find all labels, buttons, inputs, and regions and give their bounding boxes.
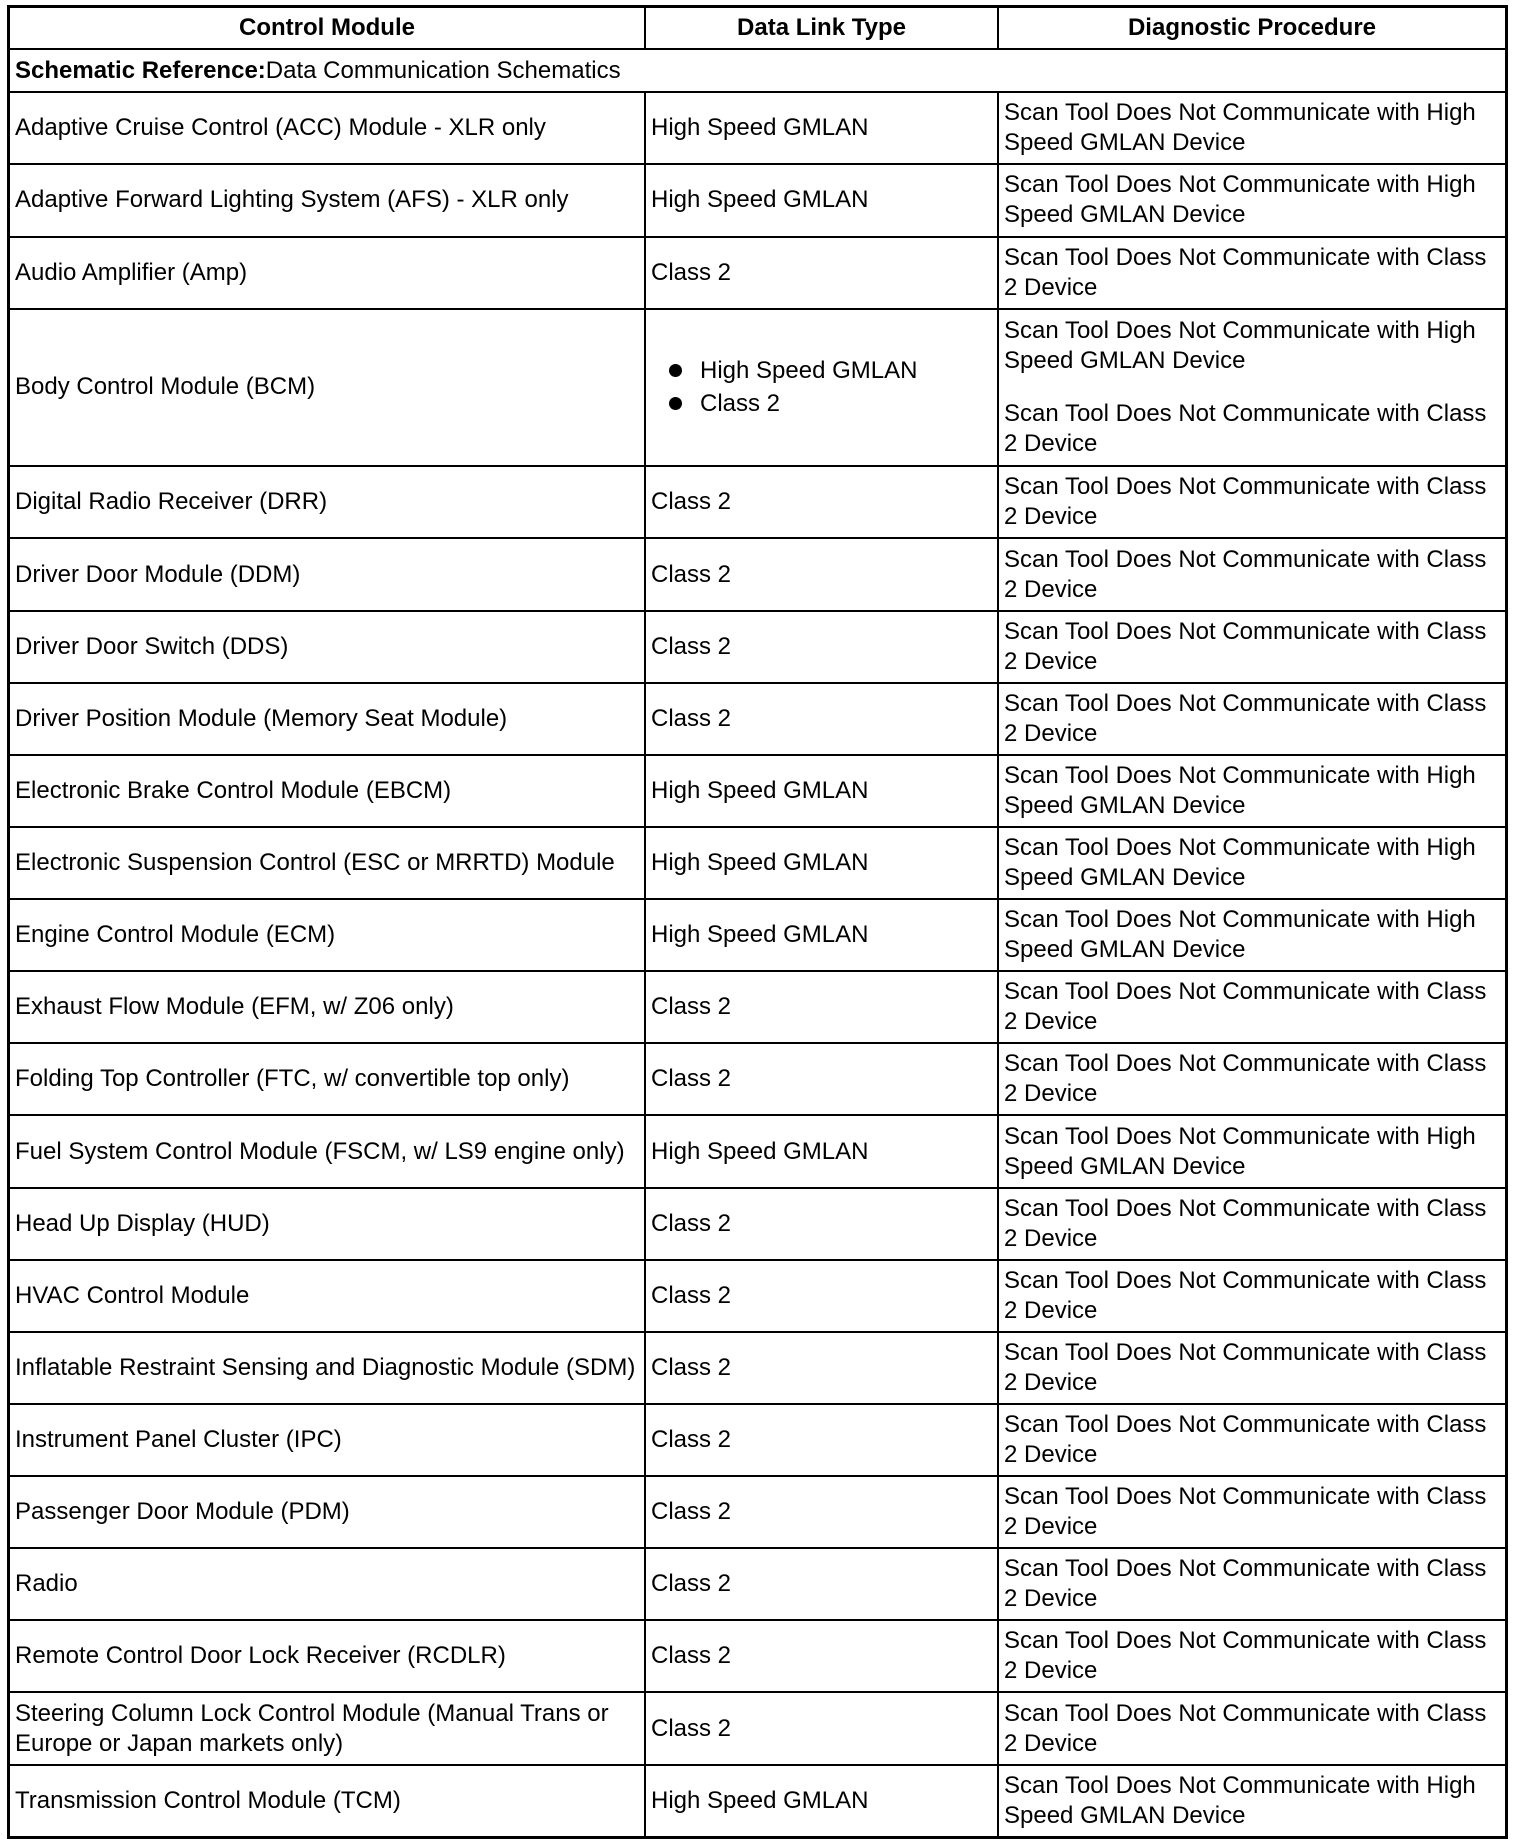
table-row <box>10 755 1505 827</box>
diagnostic-procedure-link[interactable]: Scan Tool Does Not Communicate with High Speed GMLAN Device <box>998 92 1505 164</box>
diagnostic-procedure-link[interactable]: Scan Tool Does Not Communicate with Class 2 Device <box>998 1620 1505 1692</box>
data-link-type-cell: High Speed GMLAN <box>645 899 998 971</box>
diagnostic-procedure-link[interactable]: Scan Tool Does Not Communicate with Class 2 Device <box>998 538 1505 610</box>
diagnostic-procedure-link[interactable]: Scan Tool Does Not Communicate with High Speed GMLAN Device <box>998 1765 1505 1836</box>
schematic-reference-row <box>10 49 1505 92</box>
control-module-cell: Engine Control Module (ECM) <box>10 899 645 971</box>
data-link-reference-table <box>7 5 1508 1839</box>
data-link-type-text: High Speed GMLAN <box>700 357 918 385</box>
schematic-reference-link[interactable]: Data Communication Schematics <box>265 56 621 84</box>
table-row <box>10 466 1505 538</box>
data-link-type-cell: Class 2 <box>645 538 998 610</box>
table-row <box>10 1476 1505 1548</box>
control-module-cell: Remote Control Door Lock Receiver (RCDLR) <box>10 1620 645 1692</box>
diagnostic-procedure-link[interactable]: Scan Tool Does Not Communicate with Class 2 Device <box>998 683 1505 755</box>
table-row <box>10 1260 1505 1332</box>
list-item <box>669 354 992 387</box>
control-module-cell: Body Control Module (BCM) <box>10 309 645 467</box>
table-row <box>10 611 1505 683</box>
data-link-type-cell: High Speed GMLAN <box>645 1765 998 1836</box>
control-module-cell: Audio Amplifier (Amp) <box>10 237 645 309</box>
control-module-cell: Driver Position Module (Memory Seat Module) <box>10 683 645 755</box>
table-row <box>10 683 1505 755</box>
table-row <box>10 1548 1505 1620</box>
control-module-cell: Adaptive Forward Lighting System (AFS) - XLR only <box>10 164 645 236</box>
data-link-type-cell: High Speed GMLAN <box>645 1115 998 1187</box>
table-row <box>10 1188 1505 1260</box>
diagnostic-procedure-link[interactable]: Scan Tool Does Not Communicate with High Speed GMLAN Device <box>998 755 1505 827</box>
diagnostic-procedure-link[interactable]: Scan Tool Does Not Communicate with High Speed GMLAN Device <box>1004 316 1476 374</box>
schematic-reference-label: Schematic Reference: <box>15 56 266 84</box>
data-link-list <box>651 354 992 420</box>
diagnostic-procedure-link[interactable]: Scan Tool Does Not Communicate with Class 2 Device <box>998 1692 1505 1764</box>
diagnostic-procedure-link[interactable]: Scan Tool Does Not Communicate with High Speed GMLAN Device <box>998 1115 1505 1187</box>
control-module-cell: Head Up Display (HUD) <box>10 1188 645 1260</box>
data-link-type-cell: High Speed GMLAN <box>645 164 998 236</box>
diagnostic-procedure-link[interactable]: Scan Tool Does Not Communicate with Class 2 Device <box>998 611 1505 683</box>
control-module-cell: Driver Door Module (DDM) <box>10 538 645 610</box>
diagnostic-procedure-link[interactable]: Scan Tool Does Not Communicate with Class 2 Device <box>998 1476 1505 1548</box>
control-module-cell: Inflatable Restraint Sensing and Diagnostic Module (SDM) <box>10 1332 645 1404</box>
bullet-icon <box>669 364 682 377</box>
table-row <box>10 827 1505 899</box>
diagnostic-procedure-link[interactable]: Scan Tool Does Not Communicate with Class 2 Device <box>998 1332 1505 1404</box>
table-row <box>10 1115 1505 1187</box>
diagnostic-procedure-link[interactable]: Scan Tool Does Not Communicate with Class 2 Device <box>998 1548 1505 1620</box>
diagnostic-procedure-link[interactable]: Scan Tool Does Not Communicate with High Speed GMLAN Device <box>998 899 1505 971</box>
control-module-cell: HVAC Control Module <box>10 1260 645 1332</box>
header-data-link-type: Data Link Type <box>645 8 998 49</box>
diagnostic-procedure-link[interactable]: Scan Tool Does Not Communicate with Class 2 Device <box>998 1043 1505 1115</box>
data-link-type-cell: Class 2 <box>645 1332 998 1404</box>
table-row <box>10 164 1505 236</box>
control-module-cell: Radio <box>10 1548 645 1620</box>
diagnostic-procedure-link[interactable]: Scan Tool Does Not Communicate with High Speed GMLAN Device <box>998 164 1505 236</box>
data-link-type-cell: High Speed GMLAN <box>645 827 998 899</box>
data-link-type-cell: Class 2 <box>645 1188 998 1260</box>
data-link-type-cell: High Speed GMLAN <box>645 755 998 827</box>
control-module-cell: Transmission Control Module (TCM) <box>10 1765 645 1836</box>
data-link-type-cell: Class 2 <box>645 1548 998 1620</box>
data-link-type-cell: Class 2 <box>645 611 998 683</box>
control-module-cell: Instrument Panel Cluster (IPC) <box>10 1404 645 1476</box>
control-module-cell: Steering Column Lock Control Module (Manual Trans or Europe or Japan markets only) <box>10 1692 645 1764</box>
diagnostic-procedure-link[interactable]: Scan Tool Does Not Communicate with Class 2 Device <box>998 466 1505 538</box>
data-link-type-cell: Class 2 <box>645 1043 998 1115</box>
table-row <box>10 309 1505 467</box>
control-module-cell: Passenger Door Module (PDM) <box>10 1476 645 1548</box>
control-module-cell: Electronic Suspension Control (ESC or MRRTD) Module <box>10 827 645 899</box>
data-link-type-cell: Class 2 <box>645 971 998 1043</box>
control-module-cell: Fuel System Control Module (FSCM, w/ LS9 engine only) <box>10 1115 645 1187</box>
diagnostic-procedure-link[interactable]: Scan Tool Does Not Communicate with Class 2 Device <box>998 1188 1505 1260</box>
table-row <box>10 92 1505 164</box>
table-row <box>10 1043 1505 1115</box>
data-link-type-cell: Class 2 <box>645 1260 998 1332</box>
header-row <box>10 8 1505 49</box>
table-row <box>10 1692 1505 1764</box>
control-module-cell: Adaptive Cruise Control (ACC) Module - XLR only <box>10 92 645 164</box>
module-table <box>10 8 1505 1836</box>
data-link-type-cell: Class 2 <box>645 237 998 309</box>
data-link-type-cell: Class 2 <box>645 1404 998 1476</box>
control-module-cell: Exhaust Flow Module (EFM, w/ Z06 only) <box>10 971 645 1043</box>
diagnostic-procedure-link[interactable]: Scan Tool Does Not Communicate with Class 2 Device <box>998 1260 1505 1332</box>
data-link-type-cell: High Speed GMLAN <box>645 92 998 164</box>
bullet-icon <box>669 397 682 410</box>
diagnostic-procedure-link[interactable]: Scan Tool Does Not Communicate with Class 2 Device <box>998 1404 1505 1476</box>
diagnostic-procedure-cell <box>998 309 1505 467</box>
header-diagnostic-procedure: Diagnostic Procedure <box>998 8 1505 49</box>
data-link-type-cell <box>645 309 998 467</box>
table-row <box>10 538 1505 610</box>
table-row <box>10 237 1505 309</box>
table-row <box>10 899 1505 971</box>
data-link-type-cell: Class 2 <box>645 683 998 755</box>
table-row <box>10 1404 1505 1476</box>
list-item <box>669 387 992 420</box>
table-row <box>10 1332 1505 1404</box>
diagnostic-procedure-link[interactable]: Scan Tool Does Not Communicate with Class 2 Device <box>998 237 1505 309</box>
control-module-cell: Folding Top Controller (FTC, w/ convertible top only) <box>10 1043 645 1115</box>
diagnostic-procedure-link[interactable]: Scan Tool Does Not Communicate with Class 2 Device <box>998 971 1505 1043</box>
schematic-reference <box>10 49 1505 92</box>
control-module-cell: Digital Radio Receiver (DRR) <box>10 466 645 538</box>
data-link-type-cell: Class 2 <box>645 466 998 538</box>
diagnostic-procedure-link[interactable]: Scan Tool Does Not Communicate with High Speed GMLAN Device <box>998 827 1505 899</box>
data-link-type-cell: Class 2 <box>645 1692 998 1764</box>
table-row <box>10 1765 1505 1836</box>
spacer <box>1004 376 1500 399</box>
control-module-cell: Electronic Brake Control Module (EBCM) <box>10 755 645 827</box>
table-row <box>10 971 1505 1043</box>
table-row <box>10 1620 1505 1692</box>
data-link-type-cell: Class 2 <box>645 1476 998 1548</box>
diagnostic-procedure-link[interactable]: Scan Tool Does Not Communicate with Class 2 Device <box>1004 399 1487 457</box>
header-control-module: Control Module <box>10 8 645 49</box>
data-link-type-cell: Class 2 <box>645 1620 998 1692</box>
data-link-type-text: Class 2 <box>700 390 781 418</box>
control-module-cell: Driver Door Switch (DDS) <box>10 611 645 683</box>
